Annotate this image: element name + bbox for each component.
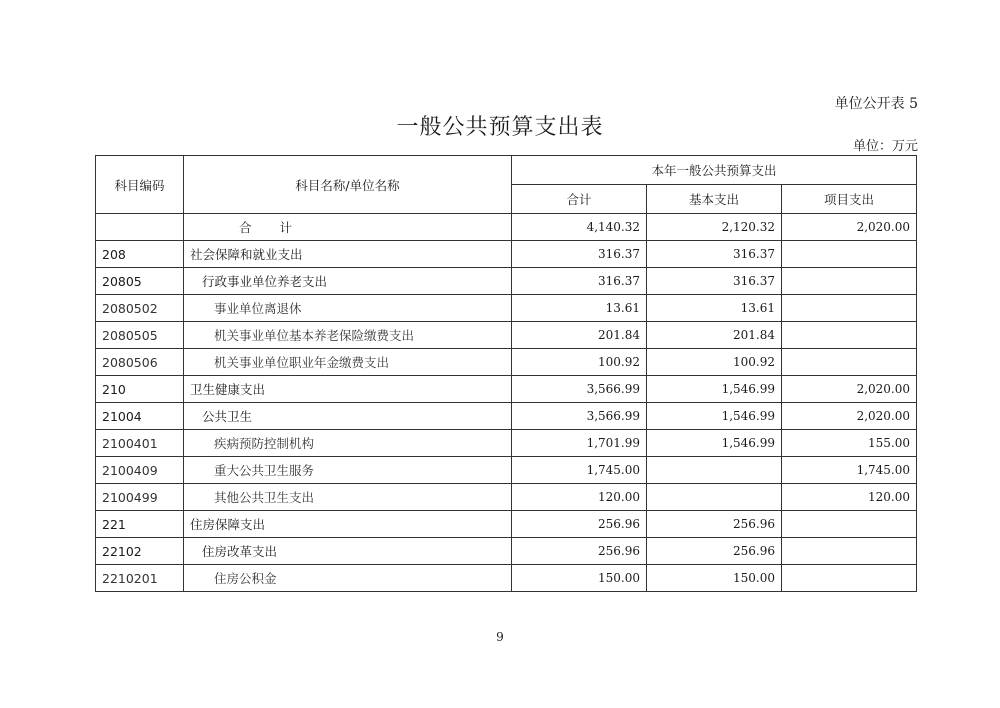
total-cell: 1,701.99	[512, 430, 647, 457]
total-cell: 1,745.00	[512, 457, 647, 484]
form-number: 单位公开表 5	[834, 96, 918, 112]
subject-code-cell: 2100409	[96, 457, 184, 484]
basic-expenditure-cell	[647, 457, 782, 484]
subject-code-cell	[96, 214, 184, 241]
header-total: 合计	[512, 185, 647, 214]
table-row	[96, 538, 917, 565]
table-row	[96, 565, 917, 592]
basic-expenditure-cell: 1,546.99	[647, 403, 782, 430]
total-cell: 120.00	[512, 484, 647, 511]
basic-expenditure-cell: 100.92	[647, 349, 782, 376]
project-expenditure-cell	[782, 349, 917, 376]
page-title: 一般公共预算支出表	[396, 115, 604, 140]
table-row	[96, 457, 917, 484]
unit-label: 单位：万元	[852, 139, 918, 154]
total-cell: 4,140.32	[512, 214, 647, 241]
project-expenditure-cell	[782, 241, 917, 268]
subject-name-cell: 住房公积金	[184, 565, 512, 592]
total-cell: 3,566.99	[512, 376, 647, 403]
total-cell: 3,566.99	[512, 403, 647, 430]
total-cell: 13.61	[512, 295, 647, 322]
basic-expenditure-cell: 1,546.99	[647, 376, 782, 403]
total-cell: 316.37	[512, 268, 647, 295]
project-expenditure-cell: 155.00	[782, 430, 917, 457]
subject-code-cell: 2080502	[96, 295, 184, 322]
total-cell: 256.96	[512, 511, 647, 538]
project-expenditure-cell: 2,020.00	[782, 214, 917, 241]
table-body	[96, 214, 917, 592]
header-basic-expenditure: 基本支出	[647, 185, 782, 214]
total-cell: 201.84	[512, 322, 647, 349]
table-row	[96, 268, 917, 295]
basic-expenditure-cell: 1,546.99	[647, 430, 782, 457]
subject-code-cell: 2100499	[96, 484, 184, 511]
basic-expenditure-cell	[647, 484, 782, 511]
subject-name-cell: 机关事业单位职业年金缴费支出	[184, 349, 512, 376]
project-expenditure-cell	[782, 322, 917, 349]
subject-name-cell: 社会保障和就业支出	[184, 241, 512, 268]
basic-expenditure-cell: 13.61	[647, 295, 782, 322]
header-project-expenditure: 项目支出	[782, 185, 917, 214]
subject-code-cell: 221	[96, 511, 184, 538]
total-cell: 316.37	[512, 241, 647, 268]
total-cell: 150.00	[512, 565, 647, 592]
page-number: 9	[496, 630, 504, 644]
table-row	[96, 322, 917, 349]
subject-code-cell: 208	[96, 241, 184, 268]
table-row	[96, 484, 917, 511]
subject-code-cell: 2210201	[96, 565, 184, 592]
subject-name-cell: 公共卫生	[184, 403, 512, 430]
table-row	[96, 403, 917, 430]
subject-name-cell: 行政事业单位养老支出	[184, 268, 512, 295]
project-expenditure-cell	[782, 511, 917, 538]
basic-expenditure-cell: 201.84	[647, 322, 782, 349]
table-row	[96, 241, 917, 268]
basic-expenditure-cell: 256.96	[647, 538, 782, 565]
table-row	[96, 376, 917, 403]
basic-expenditure-cell: 316.37	[647, 268, 782, 295]
header-subject-code: 科目编码	[96, 156, 184, 214]
subject-name-cell: 合 计	[184, 214, 512, 241]
subject-name-cell: 其他公共卫生支出	[184, 484, 512, 511]
subject-name-cell: 疾病预防控制机构	[184, 430, 512, 457]
subject-code-cell: 21004	[96, 403, 184, 430]
basic-expenditure-cell: 150.00	[647, 565, 782, 592]
subject-name-cell: 重大公共卫生服务	[184, 457, 512, 484]
table-row	[96, 214, 917, 241]
project-expenditure-cell: 2,020.00	[782, 403, 917, 430]
budget-expenditure-table	[95, 155, 917, 592]
subject-name-cell: 卫生健康支出	[184, 376, 512, 403]
subject-code-cell: 22102	[96, 538, 184, 565]
project-expenditure-cell: 2,020.00	[782, 376, 917, 403]
project-expenditure-cell	[782, 538, 917, 565]
table-row	[96, 511, 917, 538]
subject-name-cell: 事业单位离退休	[184, 295, 512, 322]
table-row	[96, 295, 917, 322]
table-row	[96, 430, 917, 457]
subject-code-cell: 20805	[96, 268, 184, 295]
project-expenditure-cell	[782, 295, 917, 322]
basic-expenditure-cell: 256.96	[647, 511, 782, 538]
project-expenditure-cell	[782, 565, 917, 592]
subject-code-cell: 2080506	[96, 349, 184, 376]
subject-name-cell: 住房改革支出	[184, 538, 512, 565]
subject-code-cell: 210	[96, 376, 184, 403]
subject-name-cell: 机关事业单位基本养老保险缴费支出	[184, 322, 512, 349]
basic-expenditure-cell: 2,120.32	[647, 214, 782, 241]
project-expenditure-cell: 120.00	[782, 484, 917, 511]
total-cell: 256.96	[512, 538, 647, 565]
header-budget-group: 本年一般公共预算支出	[512, 156, 917, 185]
subject-code-cell: 2080505	[96, 322, 184, 349]
total-cell: 100.92	[512, 349, 647, 376]
table-row	[96, 349, 917, 376]
basic-expenditure-cell: 316.37	[647, 241, 782, 268]
subject-name-cell: 住房保障支出	[184, 511, 512, 538]
project-expenditure-cell	[782, 268, 917, 295]
subject-code-cell: 2100401	[96, 430, 184, 457]
header-subject-name: 科目名称/单位名称	[184, 156, 512, 214]
project-expenditure-cell: 1,745.00	[782, 457, 917, 484]
